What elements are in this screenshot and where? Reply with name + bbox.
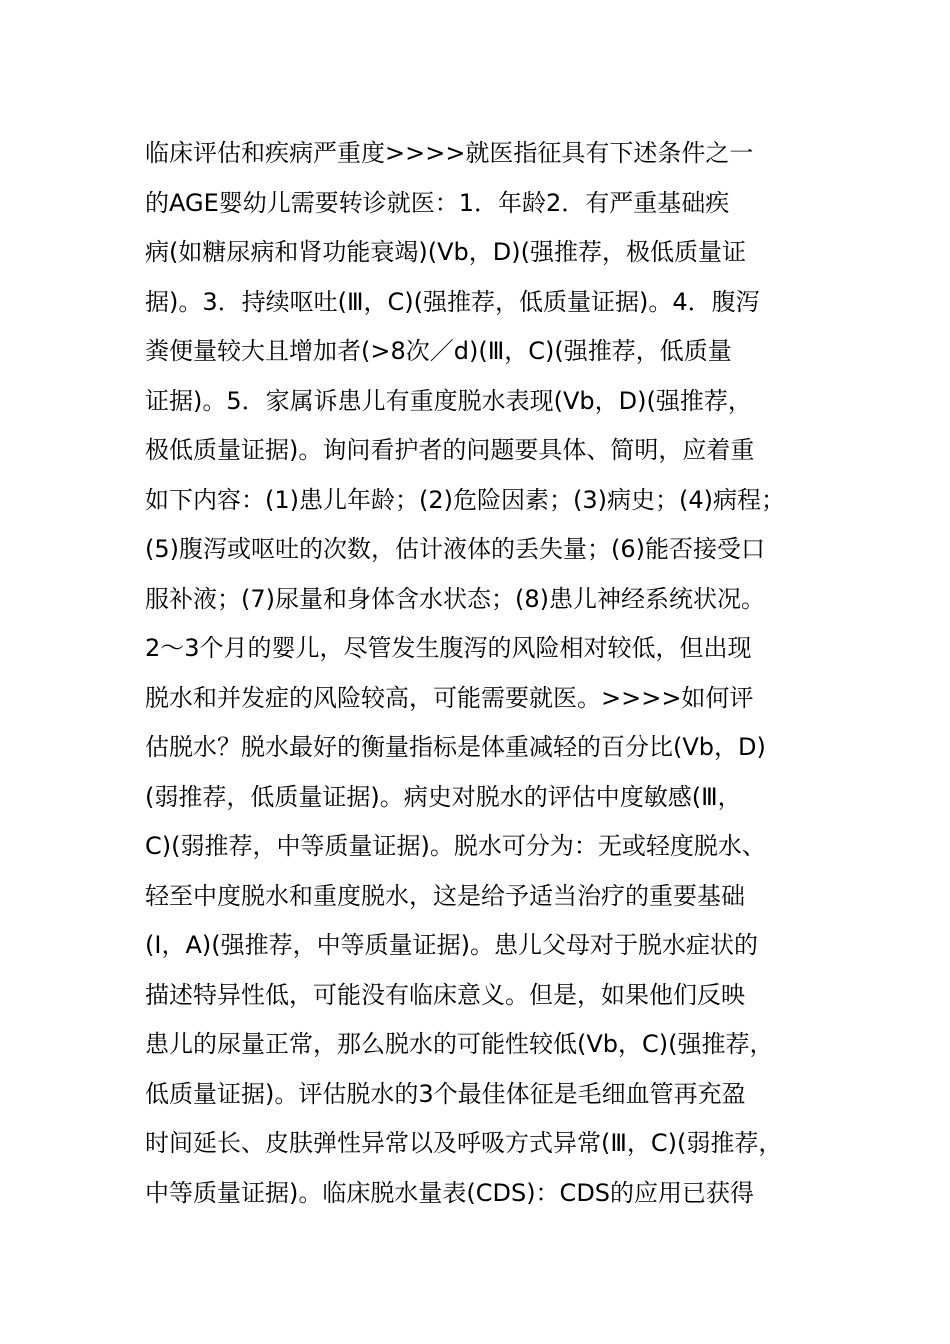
body-text — [145, 129, 825, 1218]
text-line: 低质量证据)。评估脱水的3个最佳体征是毛细血管再充盈 — [145, 1079, 746, 1108]
text-line: 时间延长、皮肤弹性异常以及呼吸方式异常(Ⅲ，C)(弱推荐， — [145, 1129, 783, 1157]
text-line: 如下内容：(1)患儿年龄；(2)危险因素；(3)病史；(4)病程； — [145, 485, 785, 514]
text-line: 粪便量较大且增加者(>8次／d)(Ⅲ，C)(强推荐，低质量 — [145, 337, 732, 365]
text-line: 轻至中度脱水和重度脱水，这是给予适当治疗的重要基础 — [145, 881, 745, 910]
text-line: 中等质量证据)。临床脱水量表(CDS)：CDS的应用已获得 — [145, 1178, 755, 1207]
text-line: (弱推荐，低质量证据)。病史对脱水的评估中度敏感(Ⅲ， — [145, 782, 742, 811]
text-line: 的AGE婴幼儿需要转诊就医：1．年龄2．有严重基础疾 — [145, 188, 730, 217]
text-line: 服补液；(7)尿量和身体含水状态；(8)患儿神经系统状况。 — [145, 584, 765, 613]
text-line: 患儿的尿量正常，那么脱水的可能性较低(Vb，C)(强推荐， — [145, 1030, 774, 1058]
text-line: 脱水和并发症的风险较高，可能需要就医。>>>>如何评 — [145, 683, 754, 712]
text-line: (5)腹泻或呕吐的次数，估计液体的丢失量；(6)能否接受口 — [145, 535, 765, 563]
text-line: 病(如糖尿病和肾功能衰竭)(Vb，D)(强推荐，极低质量证 — [145, 238, 746, 266]
text-line: (I，A)(强推荐，中等质量证据)。患儿父母对于脱水症状的 — [145, 931, 758, 959]
text-line: 临床评估和疾病严重度>>>>就医指征具有下述条件之一 — [145, 139, 754, 167]
text-line: 2～3个月的婴儿，尽管发生腹泻的风险相对较低，但出现 — [145, 634, 752, 662]
text-line: 估脱水？脱水最好的衡量指标是体重减轻的百分比(Vb，D) — [145, 733, 766, 761]
text-line: 描述特异性低，可能没有临床意义。但是，如果他们反映 — [145, 980, 745, 1009]
text-line: 极低质量证据)。询问看护者的问题要具体、简明，应着重 — [145, 436, 755, 464]
text-line: 据)。3．持续呕吐(Ⅲ，C)(强推荐，低质量证据)。4．腹泻 — [145, 287, 760, 316]
text-line: 证据)。5．家属诉患儿有重度脱水表现(Vb，D)(强推荐， — [145, 386, 752, 415]
text-line: C)(弱推荐，中等质量证据)。脱水可分为：无或轻度脱水、 — [145, 832, 766, 860]
